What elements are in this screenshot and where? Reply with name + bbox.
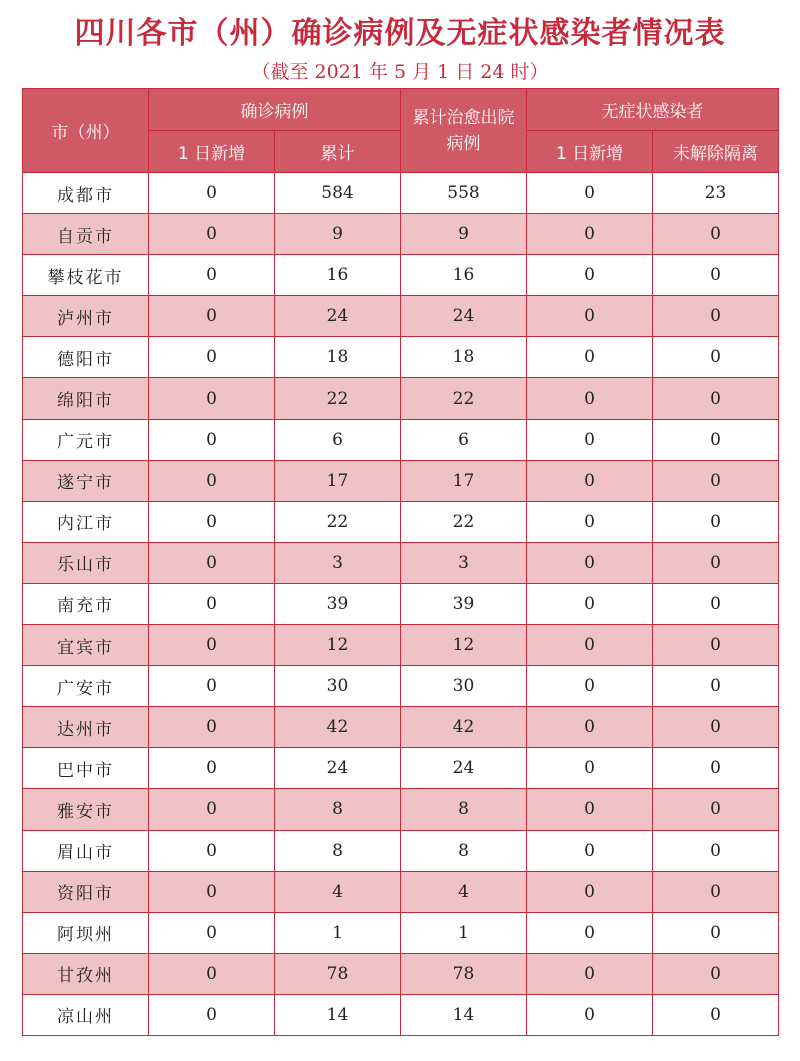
confirmed-total-cell: 8	[275, 789, 401, 830]
asym-isolation-cell: 0	[653, 501, 779, 542]
discharged-cell: 30	[401, 666, 527, 707]
confirmed-total-cell: 1	[275, 912, 401, 953]
city-cell: 自贡市	[23, 214, 149, 255]
confirmed-new-cell: 0	[149, 912, 275, 953]
city-cell: 宜宾市	[23, 625, 149, 666]
table-row	[23, 501, 779, 542]
asym-new-cell: 0	[527, 789, 653, 830]
header-asym-isolation: 未解除隔离	[653, 131, 779, 173]
confirmed-total-cell: 39	[275, 583, 401, 624]
city-cell: 资阳市	[23, 871, 149, 912]
discharged-cell: 9	[401, 214, 527, 255]
discharged-cell: 4	[401, 871, 527, 912]
confirmed-new-cell: 0	[149, 214, 275, 255]
asym-isolation-cell: 0	[653, 337, 779, 378]
table-row	[23, 583, 779, 624]
asym-isolation-cell: 23	[653, 173, 779, 214]
confirmed-new-cell: 0	[149, 953, 275, 994]
table-row	[23, 378, 779, 419]
table-row	[23, 707, 779, 748]
discharged-cell: 78	[401, 953, 527, 994]
asym-isolation-cell: 0	[653, 707, 779, 748]
asym-isolation-cell: 0	[653, 953, 779, 994]
city-cell: 遂宁市	[23, 460, 149, 501]
city-cell: 攀枝花市	[23, 255, 149, 296]
confirmed-total-cell: 42	[275, 707, 401, 748]
city-cell: 巴中市	[23, 748, 149, 789]
discharged-cell: 6	[401, 419, 527, 460]
discharged-cell: 12	[401, 625, 527, 666]
asym-new-cell: 0	[527, 666, 653, 707]
city-cell: 眉山市	[23, 830, 149, 871]
asym-new-cell: 0	[527, 337, 653, 378]
asym-isolation-cell: 0	[653, 542, 779, 583]
confirmed-new-cell: 0	[149, 748, 275, 789]
asym-new-cell: 0	[527, 912, 653, 953]
city-cell: 达州市	[23, 707, 149, 748]
asym-new-cell: 0	[527, 419, 653, 460]
confirmed-total-cell: 22	[275, 378, 401, 419]
table-row	[23, 625, 779, 666]
case-table	[22, 88, 779, 1036]
confirmed-new-cell: 0	[149, 419, 275, 460]
asym-isolation-cell: 0	[653, 994, 779, 1035]
table-row	[23, 666, 779, 707]
table-row	[23, 460, 779, 501]
table-row	[23, 542, 779, 583]
asym-new-cell: 0	[527, 378, 653, 419]
city-cell: 凉山州	[23, 994, 149, 1035]
confirmed-new-cell: 0	[149, 460, 275, 501]
header-discharged: 累计治愈出院病例	[401, 89, 527, 173]
discharged-cell: 22	[401, 378, 527, 419]
asym-isolation-cell: 0	[653, 830, 779, 871]
confirmed-total-cell: 16	[275, 255, 401, 296]
discharged-cell: 42	[401, 707, 527, 748]
asym-new-cell: 0	[527, 173, 653, 214]
header-asym-new: 1 日新增	[527, 131, 653, 173]
asym-isolation-cell: 0	[653, 583, 779, 624]
confirmed-new-cell: 0	[149, 378, 275, 419]
asym-isolation-cell: 0	[653, 912, 779, 953]
asym-isolation-cell: 0	[653, 748, 779, 789]
table-row	[23, 830, 779, 871]
discharged-cell: 18	[401, 337, 527, 378]
discharged-cell: 8	[401, 789, 527, 830]
table-row	[23, 789, 779, 830]
asym-isolation-cell: 0	[653, 419, 779, 460]
city-cell: 内江市	[23, 501, 149, 542]
confirmed-total-cell: 17	[275, 460, 401, 501]
table-row	[23, 994, 779, 1035]
asym-new-cell: 0	[527, 296, 653, 337]
confirmed-total-cell: 18	[275, 337, 401, 378]
asym-new-cell: 0	[527, 542, 653, 583]
table-row	[23, 214, 779, 255]
asym-new-cell: 0	[527, 707, 653, 748]
city-cell: 广元市	[23, 419, 149, 460]
asym-new-cell: 0	[527, 460, 653, 501]
table-row	[23, 337, 779, 378]
discharged-cell: 8	[401, 830, 527, 871]
page-title: 四川各市（州）确诊病例及无症状感染者情况表	[74, 16, 726, 51]
confirmed-new-cell: 0	[149, 830, 275, 871]
table-row	[23, 748, 779, 789]
confirmed-new-cell: 0	[149, 871, 275, 912]
discharged-cell: 3	[401, 542, 527, 583]
asym-isolation-cell: 0	[653, 296, 779, 337]
asym-isolation-cell: 0	[653, 666, 779, 707]
table-row	[23, 871, 779, 912]
confirmed-total-cell: 14	[275, 994, 401, 1035]
asym-new-cell: 0	[527, 214, 653, 255]
asym-isolation-cell: 0	[653, 789, 779, 830]
discharged-cell: 558	[401, 173, 527, 214]
city-cell: 德阳市	[23, 337, 149, 378]
confirmed-new-cell: 0	[149, 255, 275, 296]
asym-new-cell: 0	[527, 953, 653, 994]
confirmed-new-cell: 0	[149, 296, 275, 337]
table-header	[23, 89, 779, 173]
asym-isolation-cell: 0	[653, 460, 779, 501]
table-row	[23, 953, 779, 994]
asym-new-cell: 0	[527, 583, 653, 624]
confirmed-new-cell: 0	[149, 173, 275, 214]
asym-new-cell: 0	[527, 625, 653, 666]
confirmed-total-cell: 4	[275, 871, 401, 912]
city-cell: 泸州市	[23, 296, 149, 337]
confirmed-new-cell: 0	[149, 789, 275, 830]
confirmed-total-cell: 584	[275, 173, 401, 214]
city-cell: 甘孜州	[23, 953, 149, 994]
confirmed-new-cell: 0	[149, 666, 275, 707]
asym-isolation-cell: 0	[653, 625, 779, 666]
asym-new-cell: 0	[527, 994, 653, 1035]
asym-new-cell: 0	[527, 748, 653, 789]
city-cell: 雅安市	[23, 789, 149, 830]
city-cell: 南充市	[23, 583, 149, 624]
discharged-cell: 1	[401, 912, 527, 953]
city-cell: 广安市	[23, 666, 149, 707]
confirmed-new-cell: 0	[149, 994, 275, 1035]
confirmed-total-cell: 8	[275, 830, 401, 871]
asym-new-cell: 0	[527, 501, 653, 542]
table-row	[23, 255, 779, 296]
discharged-cell: 22	[401, 501, 527, 542]
table-row	[23, 296, 779, 337]
confirmed-new-cell: 0	[149, 337, 275, 378]
city-cell: 绵阳市	[23, 378, 149, 419]
confirmed-total-cell: 6	[275, 419, 401, 460]
asym-isolation-cell: 0	[653, 378, 779, 419]
asym-new-cell: 0	[527, 830, 653, 871]
confirmed-total-cell: 24	[275, 296, 401, 337]
discharged-cell: 14	[401, 994, 527, 1035]
asym-isolation-cell: 0	[653, 871, 779, 912]
confirmed-total-cell: 9	[275, 214, 401, 255]
city-cell: 乐山市	[23, 542, 149, 583]
table-row	[23, 912, 779, 953]
header-city: 市（州）	[23, 89, 149, 173]
discharged-cell: 16	[401, 255, 527, 296]
confirmed-total-cell: 30	[275, 666, 401, 707]
header-confirmed-total: 累计	[275, 131, 401, 173]
confirmed-new-cell: 0	[149, 583, 275, 624]
city-cell: 成都市	[23, 173, 149, 214]
asym-new-cell: 0	[527, 871, 653, 912]
confirmed-total-cell: 78	[275, 953, 401, 994]
confirmed-total-cell: 22	[275, 501, 401, 542]
asym-new-cell: 0	[527, 255, 653, 296]
confirmed-total-cell: 24	[275, 748, 401, 789]
asym-isolation-cell: 0	[653, 255, 779, 296]
confirmed-new-cell: 0	[149, 501, 275, 542]
table-row	[23, 173, 779, 214]
table-body	[23, 173, 779, 1036]
confirmed-new-cell: 0	[149, 625, 275, 666]
discharged-cell: 17	[401, 460, 527, 501]
city-cell: 阿坝州	[23, 912, 149, 953]
header-confirmed-new: 1 日新增	[149, 131, 275, 173]
confirmed-total-cell: 3	[275, 542, 401, 583]
confirmed-total-cell: 12	[275, 625, 401, 666]
table-row	[23, 419, 779, 460]
page-subtitle: （截至 2021 年 5 月 1 日 24 时）	[251, 61, 549, 83]
asym-isolation-cell: 0	[653, 214, 779, 255]
discharged-cell: 24	[401, 748, 527, 789]
confirmed-new-cell: 0	[149, 542, 275, 583]
confirmed-new-cell: 0	[149, 707, 275, 748]
header-asym-group: 无症状感染者	[527, 89, 779, 131]
header-confirmed-group: 确诊病例	[149, 89, 401, 131]
discharged-cell: 24	[401, 296, 527, 337]
discharged-cell: 39	[401, 583, 527, 624]
